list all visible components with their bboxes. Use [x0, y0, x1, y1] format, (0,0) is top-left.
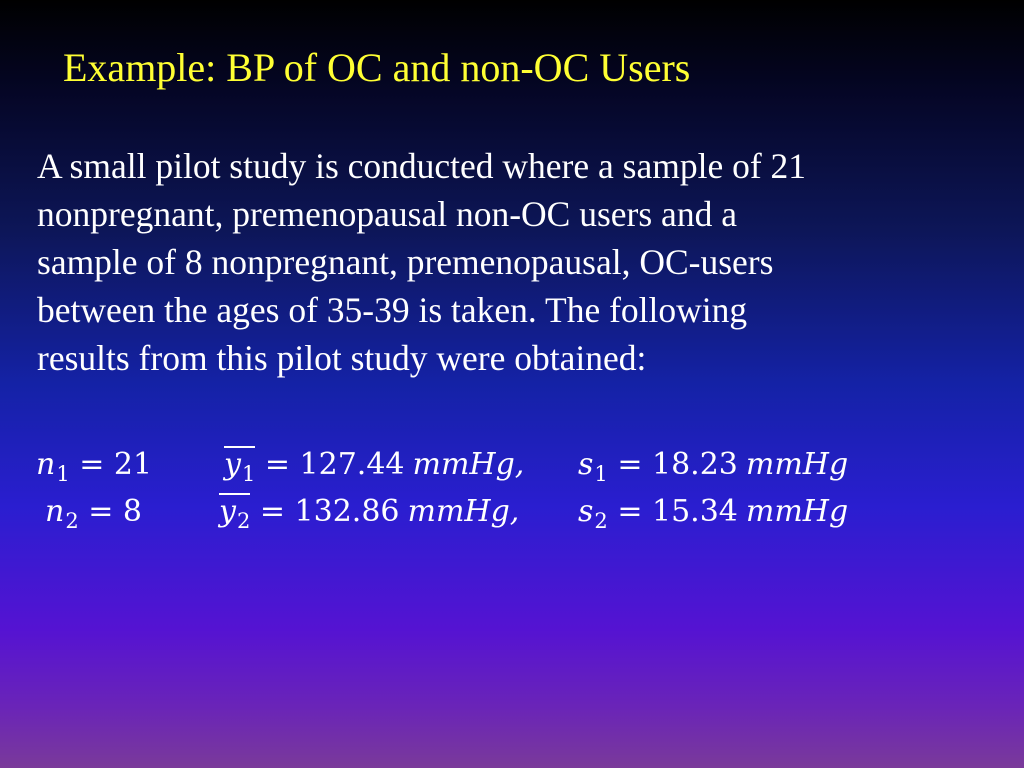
s-subscript: 2 [594, 509, 608, 533]
n-symbol: n [45, 494, 65, 529]
sample-size-group-1 [36, 443, 152, 496]
sd-value: = 18.23 [617, 447, 738, 482]
y-symbol: y [219, 494, 236, 529]
slide-body-text [37, 142, 997, 382]
ybar-symbol [224, 446, 255, 491]
ybar-subscript: 1 [241, 462, 256, 486]
mean-value: = 132.86 [259, 494, 400, 529]
sd-value: = 15.34 [617, 494, 738, 529]
n-value: = 21 [79, 447, 153, 482]
n-subscript: 2 [65, 509, 79, 533]
s-subscript: 1 [594, 462, 608, 486]
sample-size-group-2 [45, 490, 142, 543]
ybar-subscript: 2 [236, 509, 251, 533]
mean-unit: mmHg, [407, 494, 520, 529]
mean-value: = 127.44 [264, 447, 405, 482]
sd-unit: mmHg [745, 447, 849, 482]
s-symbol: s [578, 447, 594, 482]
body-line: A small pilot study is conducted where a sample of 21 [37, 146, 807, 186]
body-line: between the ages of 35-39 is taken. The following [37, 290, 748, 330]
s-symbol: s [578, 494, 594, 529]
ybar-symbol [219, 493, 250, 538]
body-line: nonpregnant, premenopausal non-OC users and a [37, 194, 737, 234]
mean-unit: mmHg, [412, 447, 525, 482]
mean-group-2 [219, 490, 519, 538]
sd-unit: mmHg [745, 494, 849, 529]
mean-group-1 [224, 443, 524, 491]
body-line: sample of 8 nonpregnant, premenopausal, OC-users [37, 242, 774, 282]
sd-group-1 [578, 443, 848, 496]
slide-title: Example: BP of OC and non-OC Users [63, 45, 691, 90]
body-line: results from this pilot study were obtained: [37, 338, 647, 378]
n-symbol: n [36, 447, 56, 482]
n-value: = 8 [88, 494, 143, 529]
sd-group-2 [578, 490, 848, 543]
n-subscript: 1 [56, 462, 70, 486]
y-symbol: y [224, 447, 241, 482]
